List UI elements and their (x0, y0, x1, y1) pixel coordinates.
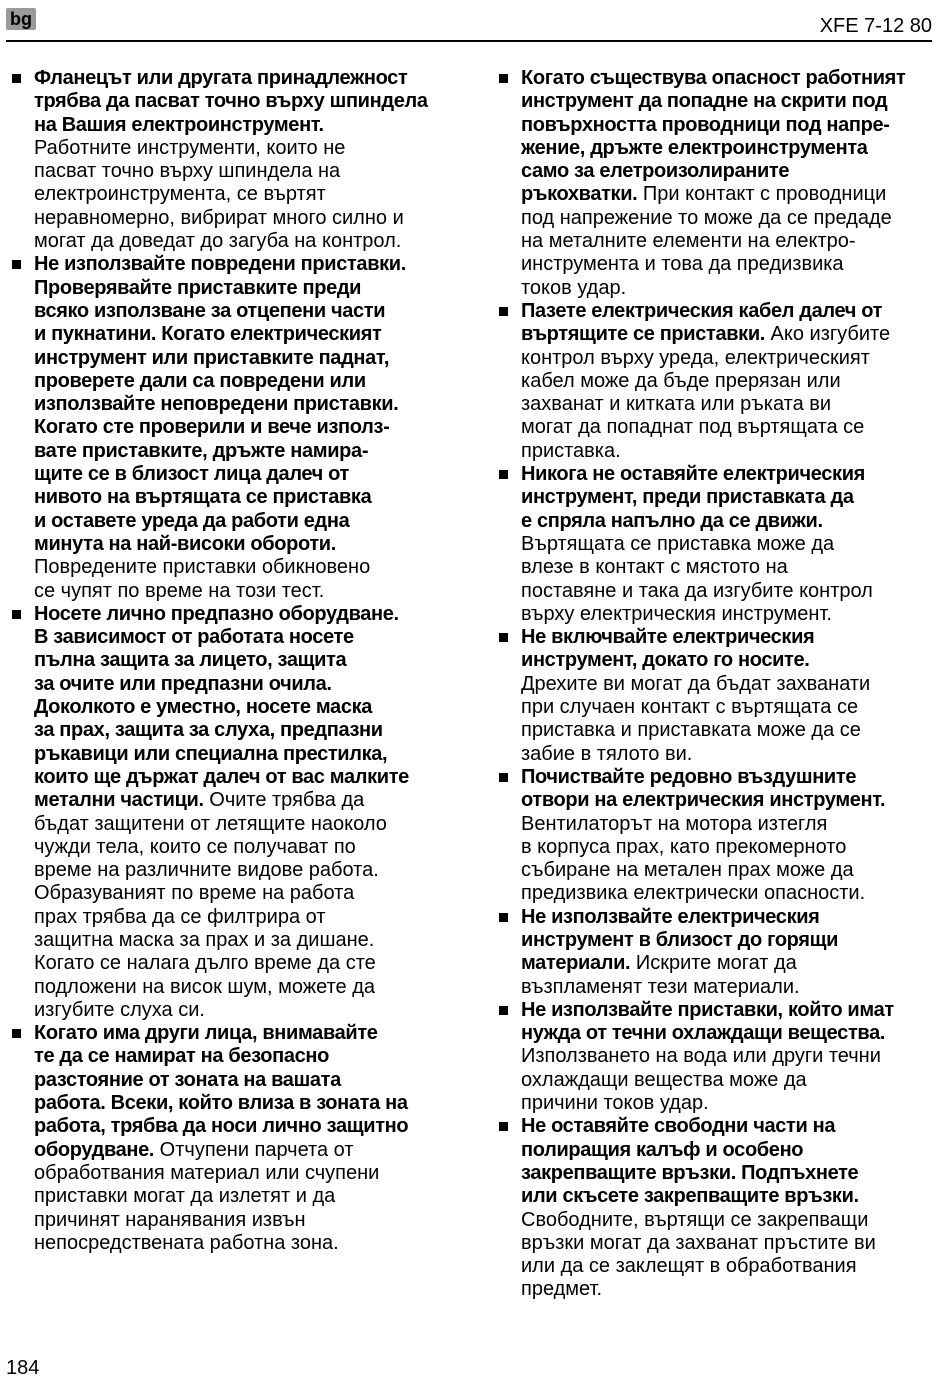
safety-item (12, 253, 442, 602)
safety-item-heading: Не включвайте електрическия инструмент, докато го носите. (521, 626, 815, 672)
safety-item-text: Въртящата се приставка може да влезе в контакт с мястото на поставяне и така да изгубите контрол върху електрическия инструмент. (521, 532, 873, 625)
language-badge: bg (6, 8, 36, 30)
safety-item (12, 603, 442, 1022)
safety-item-text: Отчупени парчета от обработвания материал или счупени приставки могат да излетят и да причинят наранявания извън непосредствената работна зона. (34, 1138, 380, 1254)
square-bullet-icon (499, 773, 508, 782)
square-bullet-icon (499, 633, 508, 642)
safety-item-heading: Не използвайте приставки, който имат нужда от течни охлаждащи вещества. (521, 998, 894, 1045)
safety-item (499, 463, 929, 626)
safety-item-heading: Когато има други лица, внимавайте те да се намират на безопасно разстояние от зоната на вашата работа. Всеки, който влиза в зоната на работа, трябва да носи лично защитно оборудване. (34, 1022, 409, 1161)
safety-item-heading: Не използвайте повредени приставки. Проверявайте приставките преди всяко използване за отцепени части и пукнатини. Когато електрическият инструмент или приставките паднат, проверете дали са повредени или използвайте неповредени приставки. Когато сте проверили и вече използ- вате приставките, дръжте намира- щите се в близост лица далеч от нивото на въртящата се приставка и оставете уреда да работи една минута на най-високи обороти. (34, 253, 406, 555)
safety-item-text: Очите трябва да бъдат защитени от летящите наоколо чужди тела, които се получават по време на различните видове работа. Образуваният по време на работа прах трябва да се филтрира от защитна маска за прах и за дишане. Когато се налага дълго време да сте подложени на висок шум, можете да изгубите слуха си. (34, 789, 387, 1021)
left-column (12, 67, 442, 1255)
square-bullet-icon (12, 260, 21, 269)
safety-item-text: Работните инструменти, които не пасват точно върху шпиндела на електроинструмента, се въртят неравномерно, вибрират много силно и могат да доведат до загуба на контрол. (34, 136, 404, 253)
safety-item (12, 67, 442, 253)
page-header (6, 6, 932, 42)
square-bullet-icon (499, 470, 508, 479)
safety-item (12, 1022, 442, 1255)
safety-item-text: Повредените приставки обикновено се чупят по време на този тест. (34, 556, 371, 602)
safety-item-text: Дрехите ви могат да бъдат захванати при случаен контакт с въртящата се приставка и приставката може да се забие в тялото ви. (521, 672, 871, 765)
square-bullet-icon (12, 1029, 21, 1038)
safety-item-heading: Не оставяйте свободни части на полиращия калъф и особено закрепващите връзки. Подпъхнете или скъсете закрепващите връзки. (521, 1115, 859, 1208)
square-bullet-icon (499, 74, 508, 83)
safety-item (499, 906, 929, 999)
square-bullet-icon (499, 1122, 508, 1131)
safety-item (499, 766, 929, 906)
safety-item-heading: Когато съществува опасност работният инструмент да попадне на скрити под повърхността проводници под напре- жение, дръжте електроинструмента само за елетроизолираните ръкохватки. (521, 67, 906, 206)
safety-item-text: Свободните, въртящи се закрепващи връзки могат да захванат пръстите ви или да се заклещят в обработвания предмет. (521, 1208, 876, 1301)
right-column (499, 67, 929, 1302)
square-bullet-icon (499, 307, 508, 316)
safety-item-text: Използването на вода или други течни охлаждащи вещества може да причини токов удар. (521, 1045, 881, 1115)
safety-item-heading: Пазете електрическия кабел далеч от въртящите се приставки. (521, 299, 883, 346)
square-bullet-icon (499, 1006, 508, 1015)
safety-item-text: Вентилаторът на мотора изтегля в корпуса прах, като прекомерното събиране на метален прах може да предизвика електрически опасности. (521, 812, 866, 905)
safety-item-heading: Фланецът или другата принадлежност трябва да пасват точно върху шпиндела на Вашия електроинструмент. (34, 67, 428, 136)
square-bullet-icon (499, 913, 508, 922)
safety-item-text: Искрите могат да възпламенят тези материали. (521, 952, 800, 998)
safety-item (499, 999, 929, 1115)
safety-item-text: Ако изгубите контрол върху уреда, електрическият кабел може да бъде прерязан или захванат и китката или ръката ви могат да попаднат под въртящата се приставка. (521, 323, 891, 462)
model-name: XFE 7-12 80 (819, 15, 932, 37)
safety-item (499, 626, 929, 766)
safety-item-heading: Не използвайте електрическия инструмент в близост до горящи материали. (521, 905, 839, 975)
square-bullet-icon (12, 610, 21, 619)
safety-item-heading: Никога не оставяйте електрическия инструмент, преди приставката да е спряла напълно да се движи. (521, 463, 865, 532)
safety-item-heading: Почиствайте редовно въздушните отвори на електрическия инструмент. (521, 765, 886, 812)
safety-item (499, 300, 929, 463)
safety-item-text: При контакт с проводници под напрежение то може да се предаде на металните елементи на електро- инструмента и това да предизвика токов удар. (521, 183, 892, 299)
square-bullet-icon (12, 74, 21, 83)
safety-item-heading: Носете лично предпазно оборудване. В зависимост от работата носете пълна защита за лицето, защита за очите или предпазни очила. Доколкото е уместно, носете маска за прах, защита за слуха, предпазни ръкавици или специална престилка, които ще държат далеч от вас малките метални частици. (34, 602, 409, 812)
safety-item (499, 67, 929, 300)
safety-item (499, 1115, 929, 1301)
page-number: 184 (6, 1357, 40, 1379)
